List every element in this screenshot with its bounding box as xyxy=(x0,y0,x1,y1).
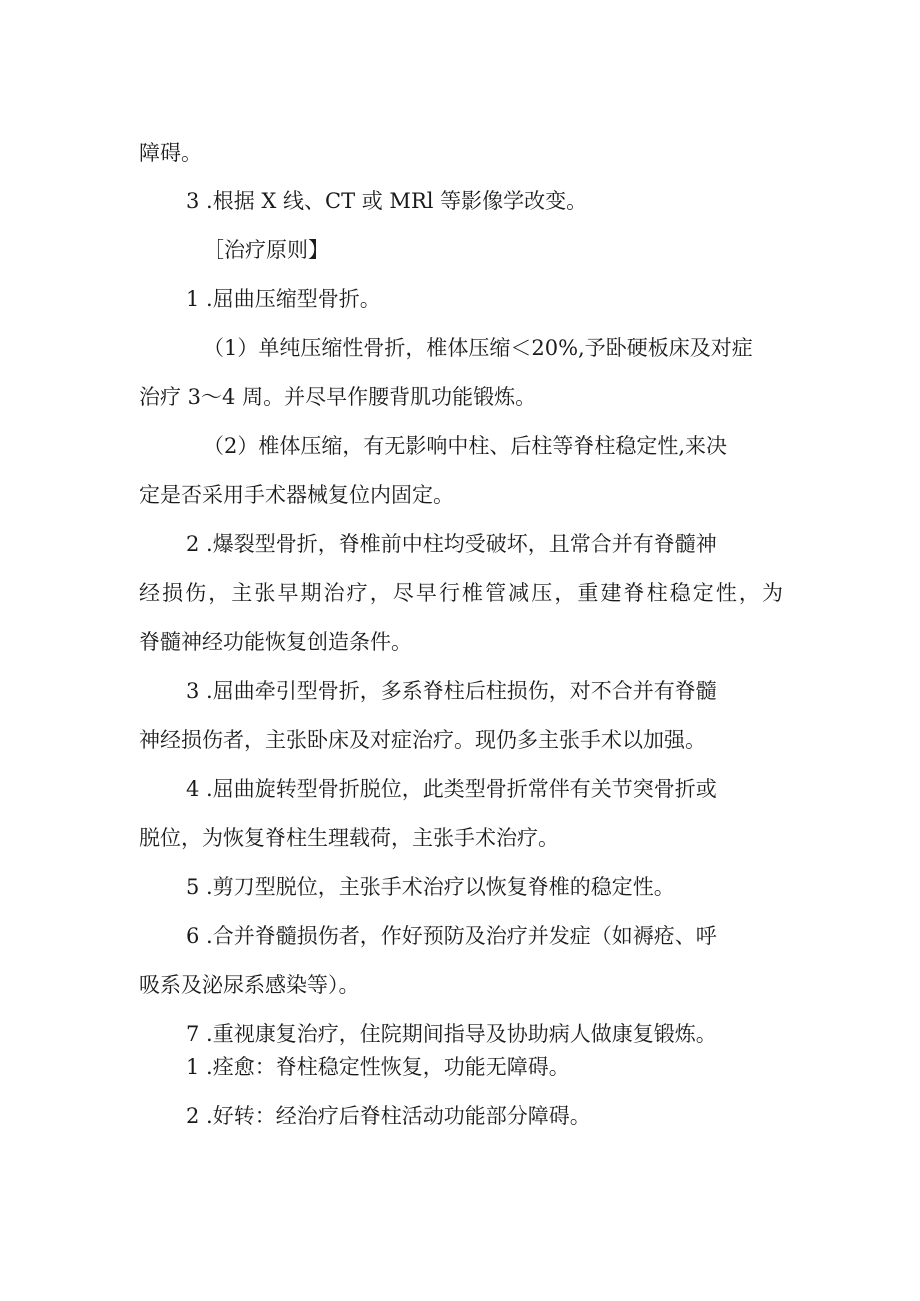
section-heading-treatment-principles: ［治疗原则】 xyxy=(203,238,329,262)
treatment-item-3-line-1: 3 .屈曲牵引型骨折，多系脊柱后柱损伤，对不合并有脊髓 xyxy=(186,679,717,703)
treatment-item-2-line-2: 经损伤，主张早期治疗，尽早行椎管减压，重建脊柱稳定性，为 xyxy=(139,581,783,605)
outcome-item-1: 1 .痊愈：脊柱稳定性恢复，功能无障碍。 xyxy=(186,1055,570,1079)
criterion-item-3: 3 .根据 X 线、CT 或 MRl 等影像学改变。 xyxy=(186,189,588,213)
treatment-item-1: 1 .屈曲压缩型骨折。 xyxy=(186,287,381,311)
outcome-item-2: 2 .好转：经治疗后脊柱活动功能部分障碍。 xyxy=(186,1104,591,1128)
treatment-subitem-2-line-2: 定是否采用手术器械复位内固定。 xyxy=(139,483,454,507)
treatment-subitem-1-line-1: （1）单纯压缩性骨折，椎体压缩＜20%,予卧硬板床及对症 xyxy=(203,336,753,360)
treatment-item-2-line-3: 脊髓神经功能恢复创造条件。 xyxy=(139,630,412,654)
treatment-item-2-line-1: 2 .爆裂型骨折，脊椎前中柱均受破坏，且常合并有脊髓神 xyxy=(186,532,717,556)
treatment-item-6-line-2: 吸系及泌尿系感染等）。 xyxy=(139,973,360,997)
treatment-item-4-line-1: 4 .屈曲旋转型骨折脱位，此类型骨折常伴有关节突骨折或 xyxy=(186,777,717,801)
treatment-subitem-2-line-1: （2）椎体压缩，有无影响中柱、后柱等脊柱稳定性,来决 xyxy=(203,434,728,458)
treatment-item-3-line-2: 神经损伤者，主张卧床及对症治疗。现仍多主张手术以加强。 xyxy=(139,728,706,752)
text-line: 障碍。 xyxy=(139,141,202,165)
treatment-item-7: 7 .重视康复治疗，住院期间指导及协助病人做康复锻炼。 xyxy=(186,1022,717,1046)
treatment-subitem-1-line-2: 治疗 3～4 周。并尽早作腰背肌功能锻炼。 xyxy=(139,385,537,409)
treatment-item-5: 5 .剪刀型脱位，主张手术治疗以恢复脊椎的稳定性。 xyxy=(186,875,675,899)
treatment-item-6-line-1: 6 .合并脊髓损伤者，作好预防及治疗并发症（如褥疮、呼 xyxy=(186,924,717,948)
treatment-item-4-line-2: 脱位，为恢复脊柱生理载荷，主张手术治疗。 xyxy=(139,826,559,850)
